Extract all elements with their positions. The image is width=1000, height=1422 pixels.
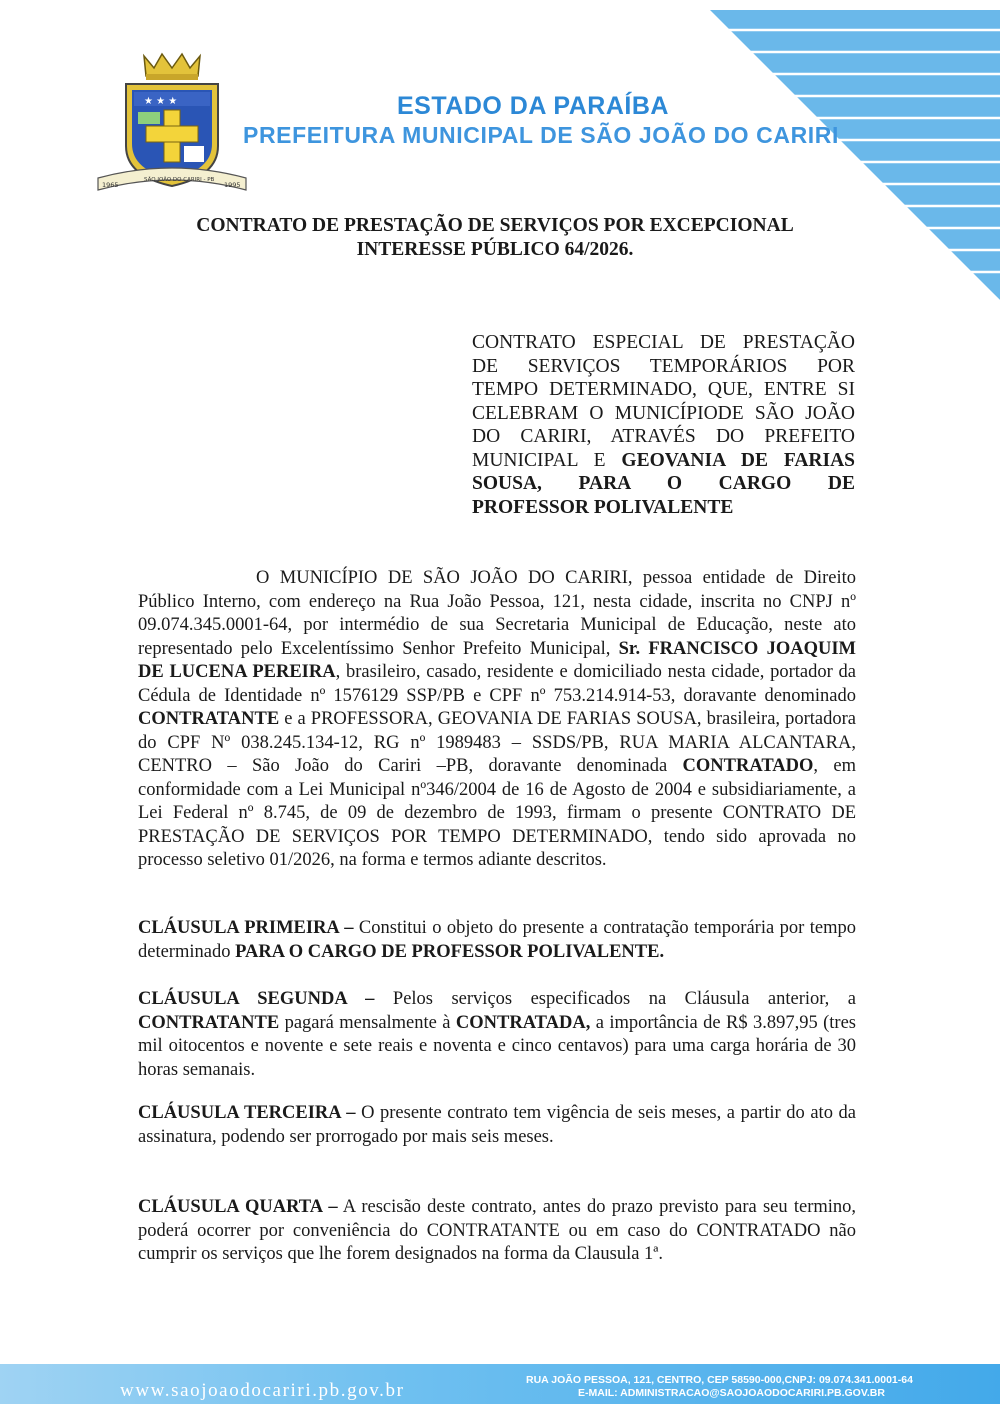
clause-second [138, 988, 856, 1082]
mayor-name: Sr. FRANCISCO JOAQUIM DE LUCENA PEREIRA [138, 638, 856, 682]
preamble-contracted-name: GEOVANIA DE FARIAS [621, 449, 856, 471]
clause-role: PARA O CARGO DE PROFESSOR POLIVALENTE. [235, 941, 665, 962]
clause-label: CLÁUSULA PRIMEIRA – [138, 918, 354, 938]
footer-address-line: RUA JOÃO PESSOA, 121, CENTRO, CEP 58590-000,CNPJ: 09.074.341.0001-64 [526, 1374, 913, 1386]
clause-text: O presente contrato tem vigência de seis meses, a partir do ato da assinatura, podendo ser prorrogado por mais seis meses. [138, 1103, 856, 1147]
contract-preamble [472, 331, 855, 519]
clause-text: a importância de R$ 3.897,95 (tres mil oitocentos e novente e sete reais e noventa e cinco centavos) para uma carga horária de 30 horas semanais. [138, 1012, 856, 1080]
preamble-line: TEMPO DETERMINADO, QUE, ENTRE SI [472, 379, 855, 400]
crest-year-right: 1995 [224, 181, 241, 189]
paragraph-text: , em conformidade com a Lei Municipal nº346/2004 de 16 de Agosto de 2004 e subsidiariamente, a Lei Federal nº 8.745, de 09 de dezembro de 1993, firmam o presente CONTRATO DE PRESTAÇÃO DE SERVIÇOS POR TEMPO DETERMINADO, tendo sido aprovada no processo seletivo 01/2026, na forma e termos adiante descritos. [138, 756, 856, 870]
contratante-label: CONTRATANTE [138, 1012, 280, 1033]
svg-text:★ ★ ★: ★ ★ ★ [144, 96, 178, 107]
paragraph-text: e a PROFESSORA, GEOVANIA DE FARIAS SOUSA, brasileira, portadora do CPF Nº 038.245.134-12, RG nº 1989483 – SSDS/PB, RUA MARIA ALCANTARA, CENTRO – São João do Cariri –PB, doravante denominada [138, 709, 856, 776]
clause-third [138, 1102, 856, 1149]
preamble-role: PROFESSOR POLIVALENTE [472, 496, 734, 518]
clause-fourth [138, 1196, 856, 1267]
title-line-2: INTERESSE PÚBLICO 64/2026. [356, 239, 634, 260]
title-line-1: CONTRATO DE PRESTAÇÃO DE SERVIÇOS POR EXCEPCIONAL [196, 215, 794, 236]
preamble-line7-bold: SOUSA, PARA O CARGO DE [472, 473, 855, 494]
preamble-line: CONTRATO ESPECIAL DE PRESTAÇÃO [472, 332, 855, 353]
preamble-line [472, 472, 855, 496]
crest-year-left: 1965 [102, 181, 119, 189]
clause-text: Constitui o objeto do presente a contratação temporária por tempo determinado [138, 918, 856, 962]
document-title [150, 214, 840, 262]
clause-text: pagará mensalmente à [279, 1012, 456, 1033]
contratada-label: CONTRATADA, [455, 1012, 591, 1033]
municipal-crest-icon [92, 50, 252, 200]
clause-text: A rescisão deste contrato, antes do prazo previsto para seu termino, poderá ocorrer por conveniência do CONTRATANTE ou em caso do CONTRATADO não cumprir os serviços que lhe forem designados na forma da Clausula 1ª. [138, 1197, 857, 1264]
contratado-label: CONTRATADO [682, 756, 814, 776]
preamble-line: DE SERVIÇOS TEMPORÁRIOS POR [472, 355, 855, 377]
footer-address [526, 1374, 950, 1400]
clause-first [138, 917, 856, 964]
header-prefeitura: PREFEITURA MUNICIPAL DE SÃO JOÃO DO CARIRI [243, 122, 839, 148]
clause-label: CLÁUSULA QUARTA – [138, 1197, 338, 1217]
parties-paragraph [138, 567, 856, 873]
preamble-line [472, 449, 855, 473]
clause-text: Pelos serviços especificados na Cláusula anterior, a [374, 989, 857, 1009]
clause-label: CLÁUSULA TERCEIRA – [138, 1103, 356, 1123]
paragraph-text: O MUNICÍPIO DE SÃO JOÃO DO CARIRI, pessoa entidade de Direito Público Interno, com endereço na Rua João Pessoa, 121, nesta cidade, inscrita no CNPJ nº 09.074.345.0001-64, por intermédio de sua Secretaria Municipal de Educação, neste ato representado pelo Excelentíssimo Senhor Prefeito Municipal, [138, 568, 856, 659]
footer-email: E-MAIL: ADMINISTRACAO@SAOJOAODOCARIRI.PB.GOV.BR [578, 1387, 885, 1399]
footer-website-link[interactable]: www.saojoaodocariri.pb.gov.br [120, 1380, 405, 1401]
clause-label: CLÁUSULA SEGUNDA – [138, 989, 375, 1009]
crest-band-text: SÃO JOÃO DO CARIRI - PB [144, 177, 215, 183]
preamble-line: CELEBRAM O MUNICÍPIODE SÃO JOÃO [472, 402, 855, 424]
preamble-line6-text: MUNICIPAL E [472, 449, 622, 471]
preamble-line: DO CARIRI, ATRAVÉS DO PREFEITO [472, 426, 855, 447]
preamble-line [472, 496, 855, 520]
contratante-label: CONTRATANTE [138, 709, 280, 729]
paragraph-text: , brasileiro, casado, residente e domiciliado nesta cidade, portador da Cédula de Identidade nº 1576129 SSP/PB e CPF nº 753.214.914-53, doravante denominado [138, 662, 856, 706]
header-state: ESTADO DA PARAÍBA [397, 92, 669, 120]
